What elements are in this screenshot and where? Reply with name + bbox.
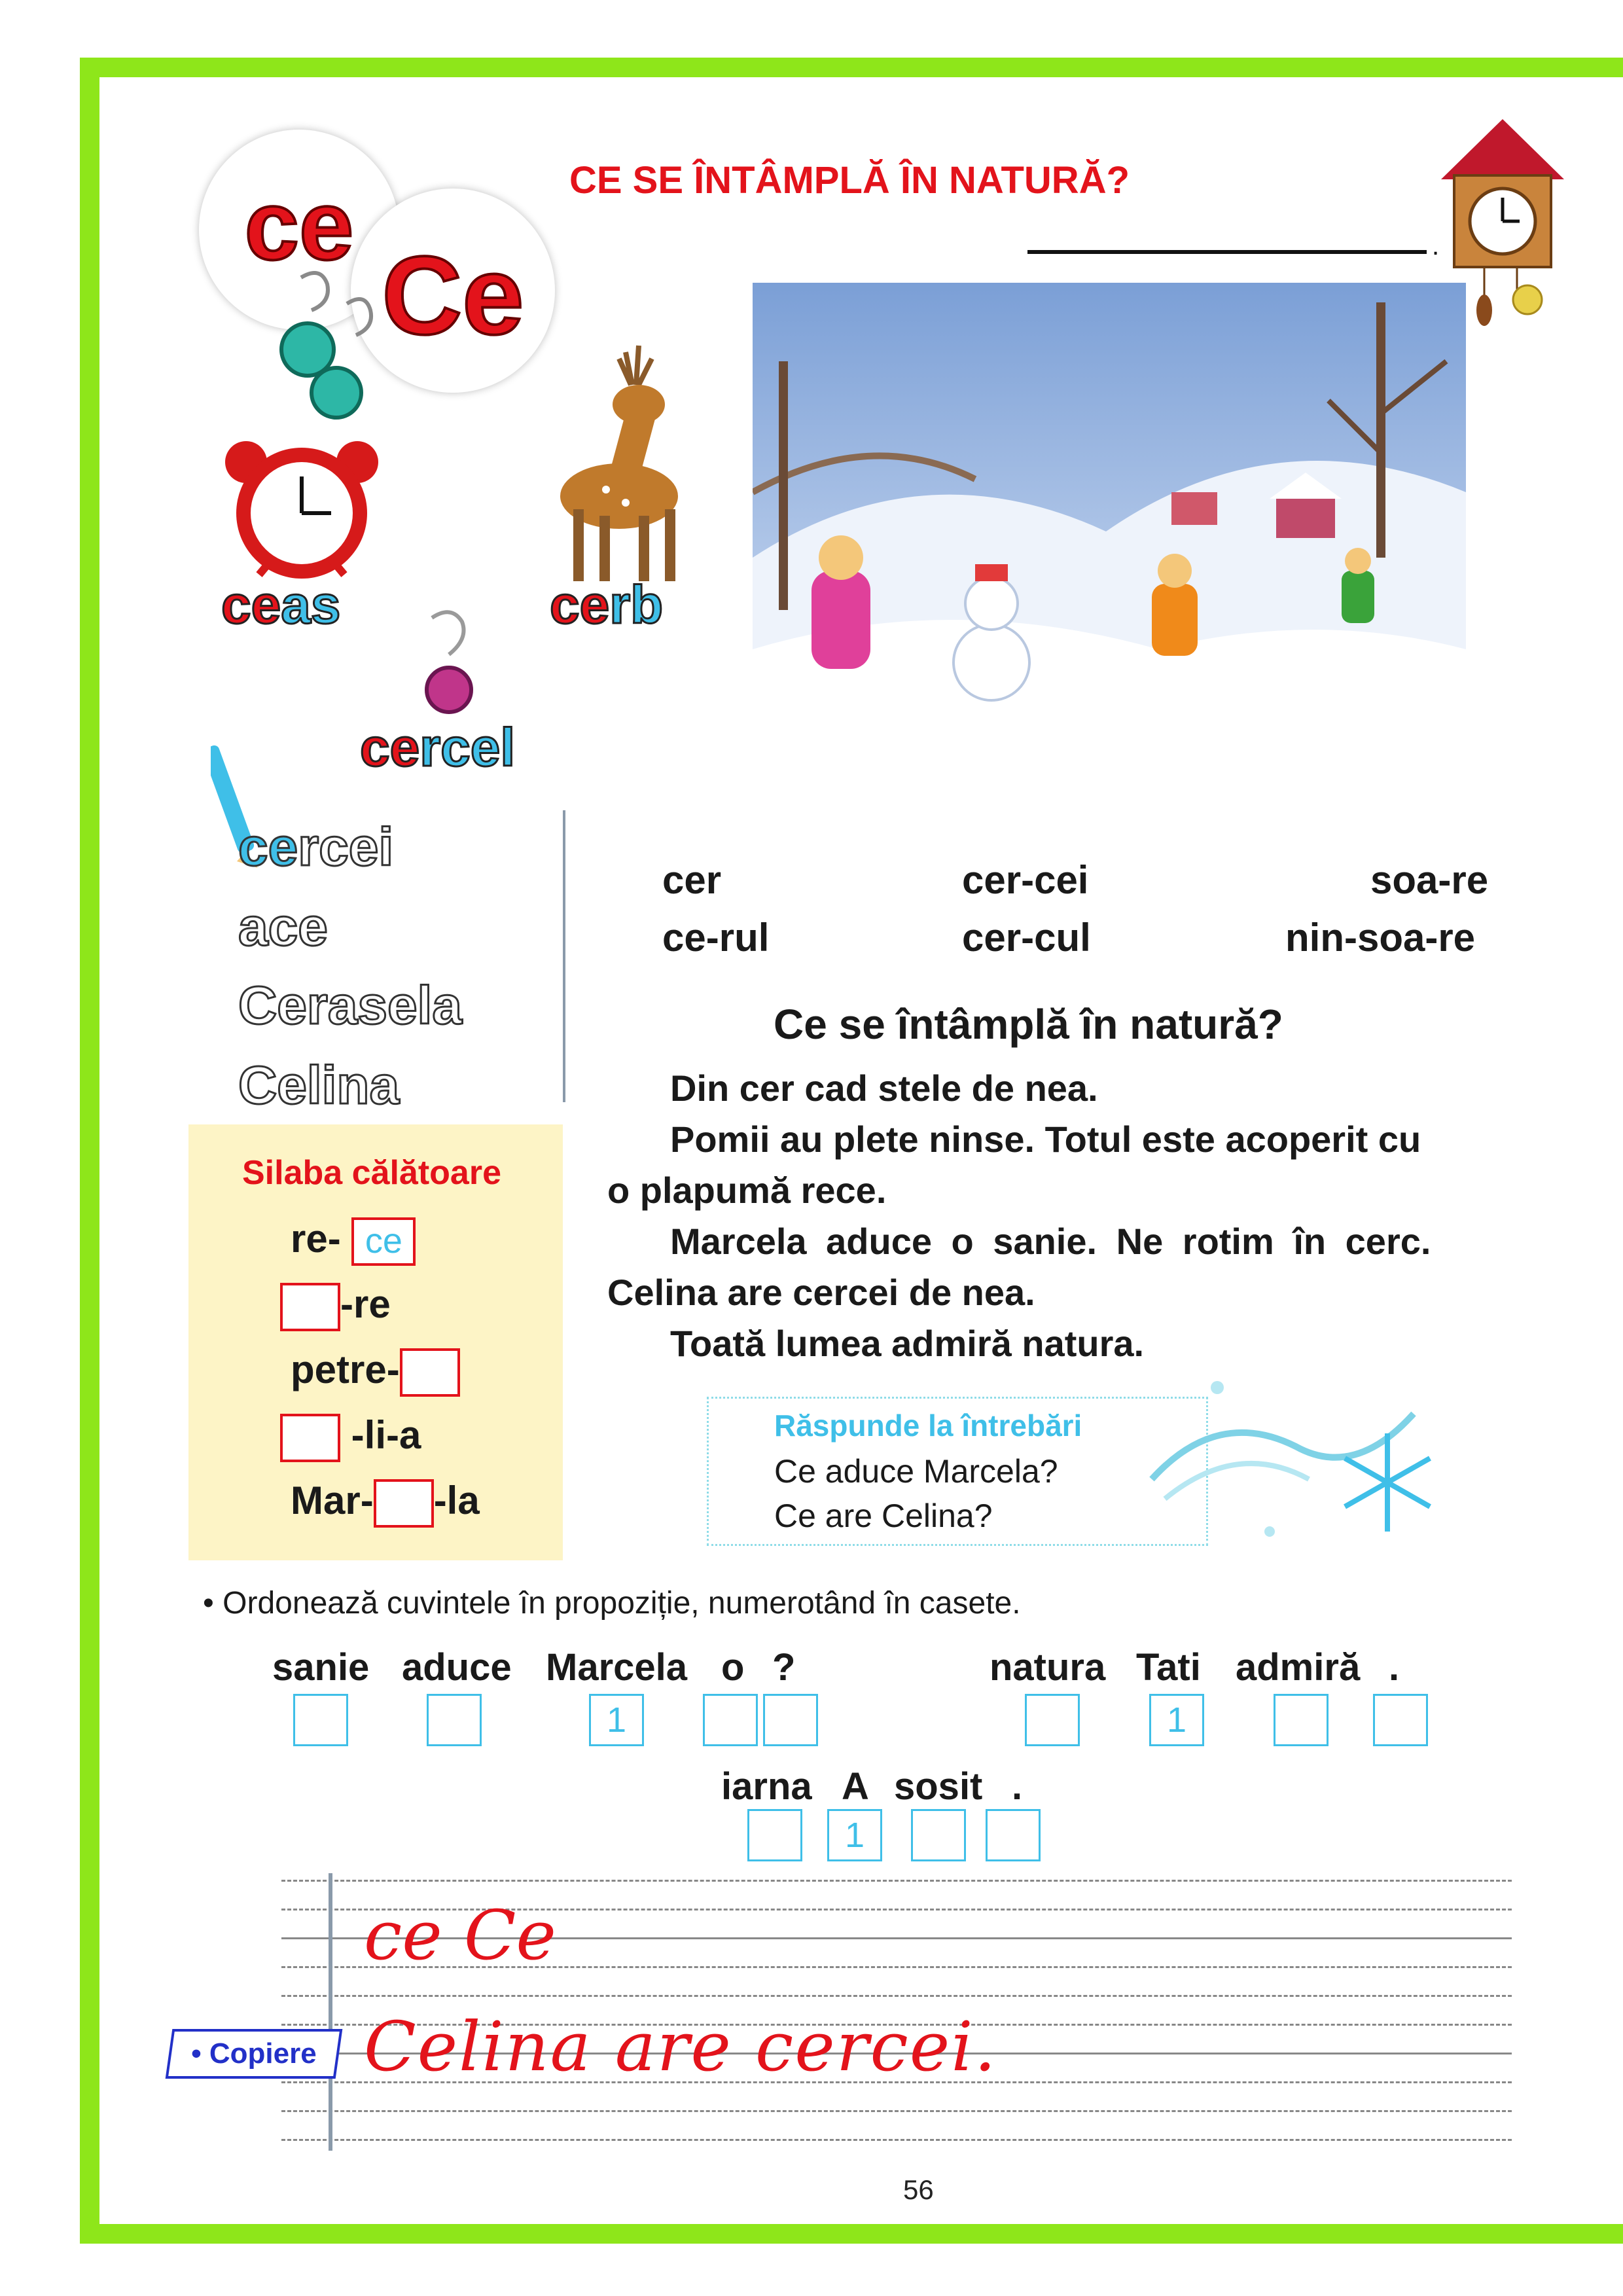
trace-word-cercei-rest: rcei [298, 817, 394, 877]
silaba-row2-suffix: -re [340, 1282, 391, 1326]
reading-line-1: Din cer cad stele de nea. [670, 1067, 1098, 1109]
trace-word-ace: ace [238, 897, 328, 957]
earring-icon [412, 605, 484, 723]
column-divider [563, 810, 565, 1102]
order-bullet: • [203, 1586, 214, 1621]
sentence3-word-2: A [842, 1765, 869, 1808]
trace-word-cercei-prefix: ce [238, 817, 298, 877]
word-cercel-prefix: ce [360, 718, 420, 778]
sentence2-word-1: natura [990, 1646, 1106, 1689]
silaba-row5-box[interactable] [374, 1479, 434, 1528]
silaba-row1-box[interactable]: ce [351, 1217, 416, 1266]
order-instruction-text: Ordonează cuvintele în propoziție, numerotând în casete. [223, 1586, 1021, 1621]
page-border-top [80, 58, 1623, 77]
snowflake-swirl-icon [1139, 1348, 1440, 1564]
trace-word-celina: Celina [238, 1056, 400, 1115]
sentence3-word-4: . [1012, 1765, 1023, 1808]
sentence1-box-1[interactable] [293, 1694, 348, 1746]
syllable-soa-re: soa-re [1370, 858, 1489, 902]
alarm-clock-icon [220, 436, 383, 586]
bubble-ce-text: ce [244, 170, 354, 280]
silaba-row3-box[interactable] [400, 1348, 460, 1397]
earrings-icon [249, 264, 393, 422]
sentence2-box-1[interactable] [1025, 1694, 1080, 1746]
sentence1-word-4: o [721, 1646, 745, 1689]
page-border-bottom [80, 2224, 1623, 2244]
sentence1-box-3[interactable]: 1 [589, 1694, 644, 1746]
reading-line-5: Celina are cercei de nea. [607, 1272, 1035, 1313]
silaba-row-1 [291, 1216, 416, 1266]
copy-model-line-2: Celina are cercei. [364, 2007, 997, 2087]
silaba-row5-prefix: Mar- [291, 1479, 374, 1522]
question-2: Ce are Celina? [774, 1498, 993, 1534]
page-title: CE SE ÎNTÂMPLĂ ÎN NATURĂ? [569, 159, 1130, 202]
sentence1-word-3: Marcela [546, 1646, 688, 1689]
copy-model-line-1: ce Ce [364, 1895, 556, 1975]
word-cerb [550, 575, 663, 636]
silaba-row-2 [280, 1282, 391, 1331]
sentence1-box-4[interactable] [703, 1694, 758, 1746]
sentence1-word-5: ? [772, 1646, 796, 1689]
silaba-row-5 [291, 1478, 480, 1528]
sentence1-box-2[interactable] [427, 1694, 482, 1746]
sentence3-box-3[interactable] [911, 1809, 966, 1861]
silaba-row2-box[interactable] [280, 1283, 340, 1331]
trace-word-cercei [238, 817, 393, 878]
word-ceas [221, 575, 340, 636]
syllable-cer-cul: cer-cul [962, 916, 1091, 960]
silaba-row1-prefix: re- [291, 1217, 341, 1261]
silaba-title: Silaba călătoare [242, 1154, 501, 1192]
word-cerb-rest: rb [609, 575, 664, 635]
title-answer-line [1027, 250, 1427, 254]
word-cercel [360, 717, 515, 779]
word-ceas-rest: as [281, 575, 341, 635]
sentence2-box-4[interactable] [1373, 1694, 1428, 1746]
sentence3-word-1: iarna [721, 1765, 812, 1808]
silaba-row5-suffix: -la [433, 1479, 480, 1522]
bubble-Ce-text: Ce [382, 234, 524, 358]
syllable-cer: cer [662, 858, 722, 902]
word-cerb-prefix: ce [550, 575, 610, 635]
silaba-row4-suffix: -li-a [351, 1413, 421, 1457]
silaba-row-4 [280, 1412, 421, 1462]
order-instruction [203, 1585, 1021, 1621]
silaba-row-3 [291, 1347, 460, 1397]
sentence1-box-5[interactable] [763, 1694, 818, 1746]
trace-word-cerasela: Cerasela [238, 976, 462, 1035]
sentence3-box-2[interactable]: 1 [827, 1809, 882, 1861]
reading-line-6: Toată lumea admiră natura. [670, 1323, 1145, 1364]
sentence3-box-1[interactable] [747, 1809, 802, 1861]
syllable-cer-cei: cer-cei [962, 858, 1089, 902]
silaba-box [188, 1124, 563, 1560]
sentence1-word-2: aduce [402, 1646, 512, 1689]
title-line-period: . [1432, 232, 1440, 260]
sentence1-word-1: sanie [272, 1646, 370, 1689]
questions-box [707, 1397, 1208, 1546]
question-1: Ce aduce Marcela? [774, 1453, 1058, 1490]
reading-line-3: o plapumă rece. [607, 1170, 887, 1211]
reading-line-2: Pomii au plete ninse. Totul este acoperit cu [670, 1119, 1421, 1160]
sentence3-word-3: sosit [894, 1765, 983, 1808]
copy-label: • Copiere [191, 2037, 317, 2070]
sentence2-word-2: Tati [1136, 1646, 1201, 1689]
reading-line-4: Marcela aduce o sanie. Ne rotim în cerc. [670, 1221, 1431, 1262]
sentence2-box-2[interactable]: 1 [1149, 1694, 1204, 1746]
reading-heading: Ce se întâmplă în natură? [774, 1001, 1283, 1048]
sentence2-word-3: admiră [1236, 1646, 1361, 1689]
winter-scene-image [753, 283, 1466, 800]
deer-icon [541, 339, 698, 588]
sentence2-box-3[interactable] [1274, 1694, 1329, 1746]
syllable-ce-rul: ce-rul [662, 916, 770, 960]
sentence2-word-4: . [1389, 1646, 1400, 1689]
sentence3-box-4[interactable] [986, 1809, 1041, 1861]
silaba-row4-box[interactable] [280, 1414, 340, 1462]
syllable-nin-soa-re: nin-soa-re [1285, 916, 1476, 960]
page-border-left [80, 58, 99, 2244]
page-number: 56 [903, 2174, 934, 2205]
word-ceas-prefix: ce [221, 575, 281, 635]
questions-title: Răspunde la întrebări [774, 1408, 1082, 1443]
silaba-row3-prefix: petre- [291, 1348, 400, 1391]
copy-label-box [166, 2029, 343, 2079]
word-cercel-rest: rcel [419, 718, 516, 778]
